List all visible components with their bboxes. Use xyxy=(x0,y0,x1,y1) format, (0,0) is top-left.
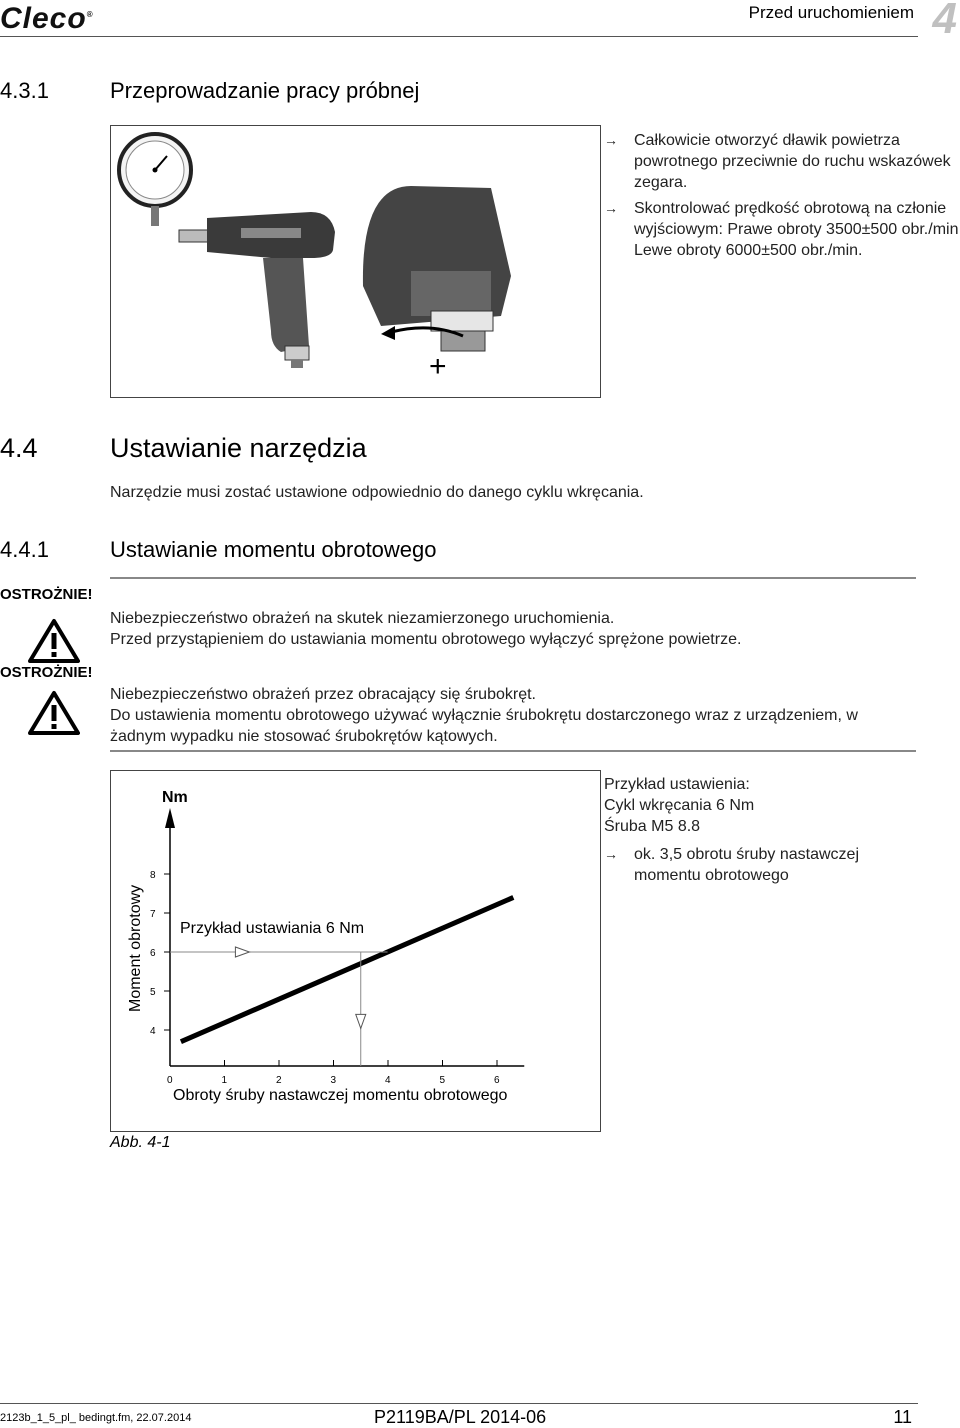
section-text-44: Narzędzie musi zostać ustawione odpowiednio do danego cyklu wkręcania. xyxy=(110,484,644,501)
warning-divider xyxy=(110,750,916,752)
section-number-441: 4.4.1 xyxy=(0,537,49,562)
pressure-gauge xyxy=(119,134,191,226)
arrow-icon: → xyxy=(604,200,618,216)
cleco-logo: Cleco® xyxy=(0,2,94,35)
marker-arrow-right xyxy=(235,947,249,957)
list-item: → Skontrolować prędkość obrotową na członie wyjściowym: Prawe obroty 3500±500 obr./min Lewe obroty 6000±500 obr./min. xyxy=(604,200,959,259)
header-title: Przed uruchomieniem xyxy=(748,3,914,22)
list-item: → ok. 3,5 obrotu śruby nastawczej momentu obrotowego xyxy=(604,846,860,884)
warning-title: OSTROŻNIE! xyxy=(0,586,93,603)
chapter-number: 4 xyxy=(932,0,957,43)
section-title-44: Ustawianie narzędzia xyxy=(110,433,367,463)
footer-divider xyxy=(0,1403,918,1404)
list-item: → Całkowicie otworzyć dławik powietrza powrotnego przeciwnie do ruchu wskazówek zegara. xyxy=(604,132,951,191)
screwdriver-tool xyxy=(207,212,335,368)
x-tick-label: 0 xyxy=(167,1075,173,1086)
section-number-44: 4.4 xyxy=(0,433,38,463)
x-tick-label: 4 xyxy=(385,1075,391,1086)
header-divider xyxy=(0,36,918,37)
warning-text: Niebezpieczeństwo obrażeń na skutek niezamierzonego uruchomienia. Przed przystąpieniem do ustawiania momentu obrotowego wyłączyć sprężone powietrze. xyxy=(110,610,742,648)
x-tick-label: 5 xyxy=(439,1075,446,1086)
footer-file: 2123b_1_5_pl_ bedingt.fm, 22.07.2014 xyxy=(0,1412,192,1424)
x-tick-label: 2 xyxy=(276,1075,282,1086)
y-axis-label: Moment obrotowy xyxy=(127,884,144,1012)
warning-triangle-icon xyxy=(28,690,80,736)
warning-text: Niebezpieczeństwo obrażeń przez obracający się śrubokręt. Do ustawienia momentu obrotowego używać wyłącznie śrubokrętu dostarczonego wraz z urządzeniem, w żadnym wypadku nie stosować śrubokrętów kątowych. xyxy=(110,686,858,745)
warning-triangle-icon xyxy=(28,618,80,664)
tool-figure xyxy=(110,125,601,398)
example-line: Przykład ustawienia: xyxy=(604,776,750,793)
example-line: Cykl wkręcania 6 Nm xyxy=(604,797,755,814)
x-tick-label: 6 xyxy=(494,1075,500,1086)
clockwise-plus-symbol: + xyxy=(429,350,447,383)
section-title-431: Przeprowadzanie pracy próbnej xyxy=(110,78,420,103)
y-tick-label: 4 xyxy=(150,1026,156,1037)
tool-illustration xyxy=(111,126,600,397)
x-tick-label: 3 xyxy=(330,1075,337,1086)
y-tick-label: 8 xyxy=(150,870,156,881)
chart-annotation: Przykład ustawiania 6 Nm xyxy=(180,920,365,937)
x-axis-label: Obroty śruby nastawczej momentu obrotowego xyxy=(173,1087,508,1104)
y-tick-label: 7 xyxy=(150,909,156,920)
page-number: 11 xyxy=(893,1407,912,1427)
warning-title: OSTROŻNIE! xyxy=(0,664,93,681)
x-tick-label: 1 xyxy=(221,1075,228,1086)
y-axis-arrow xyxy=(165,808,175,828)
arrow-icon: → xyxy=(604,846,618,862)
section-number-431: 4.3.1 xyxy=(0,78,49,103)
marker-arrow-down xyxy=(356,1014,366,1028)
arrow-icon: → xyxy=(604,132,618,148)
y-tick-label: 5 xyxy=(150,987,156,998)
figure-caption: Abb. 4-1 xyxy=(110,1134,171,1151)
example-block xyxy=(604,774,754,837)
footer-document: P2119BA/PL 2014-06 xyxy=(374,1407,547,1427)
y-tick-label: 6 xyxy=(150,948,156,959)
warning-divider xyxy=(110,577,916,579)
section-title-441: Ustawianie momentu obrotowego xyxy=(110,537,437,562)
torque-chart xyxy=(110,770,600,1132)
y-unit-label: Nm xyxy=(162,789,188,806)
zoom-detail xyxy=(363,186,511,351)
example-line: Śruba M5 8.8 xyxy=(604,818,701,835)
